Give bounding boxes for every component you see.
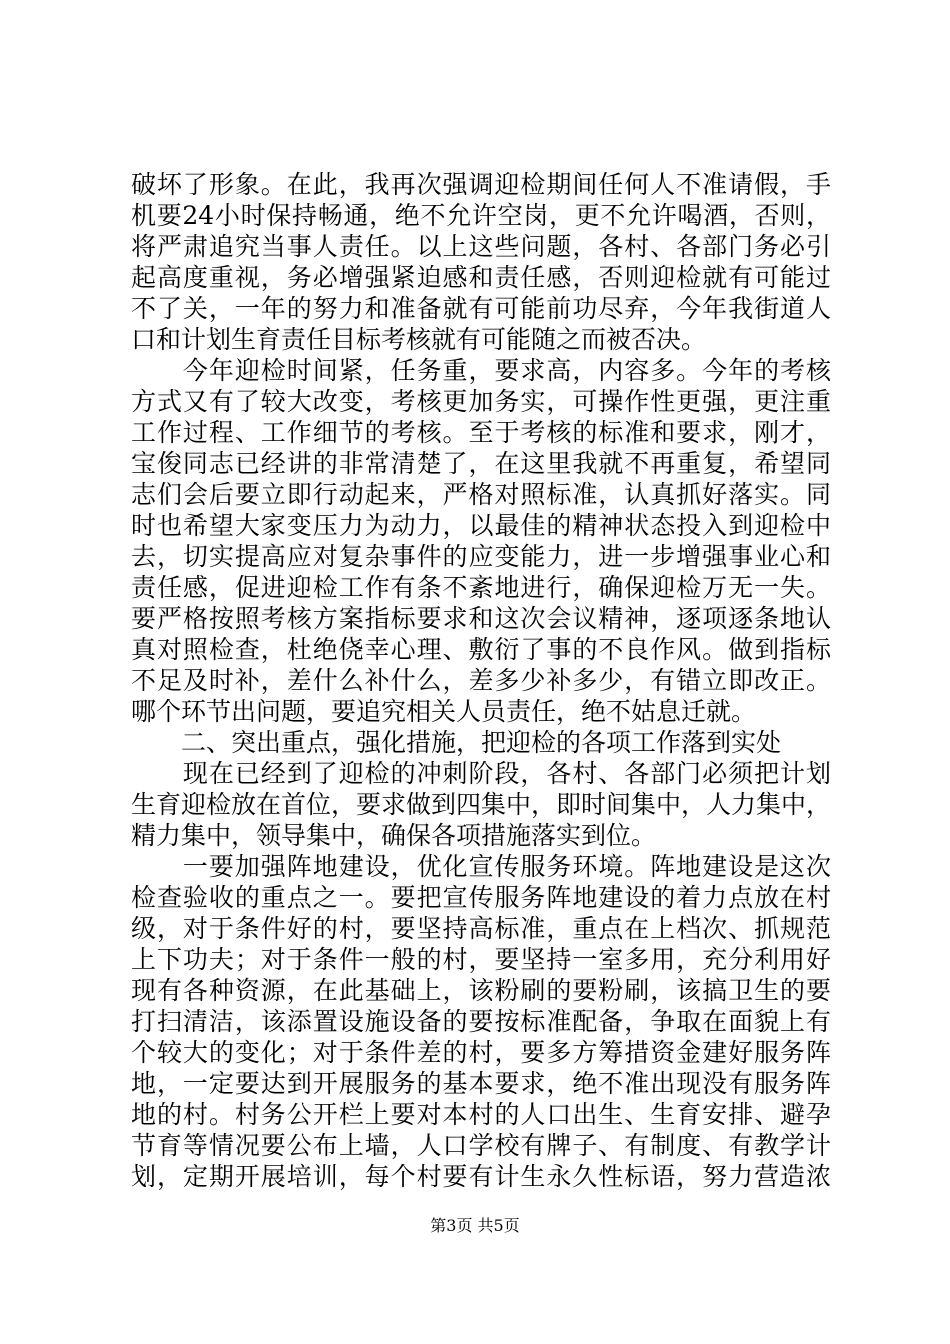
text-line: 今年迎检时间紧，任务重，要求高，内容多。今年的考核 (131, 356, 831, 385)
text-line: 口和计划生育责任目标考核就有可能随之而被否决。 (131, 325, 707, 354)
text-line: 现在已经到了迎检的冲刺阶段，各村、各部门必须把计划 (131, 759, 831, 788)
text-line: 起高度重视，务必增强紧迫感和责任感，否则迎检就有可能过 (131, 263, 831, 292)
text-line: 打扫清洁，该添置设施设备的要按标准配备，争取在面貌上有 (131, 1007, 831, 1036)
text-line: 地，一定要达到开展服务的基本要求，绝不准出现没有服务阵 (131, 1069, 831, 1098)
text-line: 破坏了形象。在此，我再次强调迎检期间任何人不准请假，手 (131, 170, 831, 199)
text-line: 工作过程、工作细节的考核。至于考核的标准和要求，刚才， (131, 418, 831, 447)
text-line: 划，定期开展培训，每个村要有计生永久性标语，努力营造浓 (131, 1162, 831, 1191)
text-line: 现有各种资源，在此基础上，该粉刷的要粉刷，该搞卫生的要 (131, 976, 831, 1005)
text-line: 检查验收的重点之一。要把宣传服务阵地建设的着力点放在村 (131, 883, 831, 912)
text-line: 责任感，促进迎检工作有条不紊地进行，确保迎检万无一失。 (131, 573, 831, 602)
text-line: 级，对于条件好的村，要坚持高标准，重点在上档次、抓规范 (131, 914, 831, 943)
text-line: 一要加强阵地建设，优化宣传服务环境。阵地建设是这次 (131, 852, 831, 881)
text-line: 不足及时补，差什么补什么，差多少补多少，有错立即改正。 (131, 666, 831, 695)
text-line: 哪个环节出问题，要追究相关人员责任，绝不姑息迁就。 (131, 697, 757, 726)
text-line: 志们会后要立即行动起来，严格对照标准，认真抓好落实。同 (131, 480, 831, 509)
text-line: 个较大的变化；对于条件差的村，要多方筹措资金建好服务阵 (131, 1038, 831, 1067)
document-body (131, 169, 831, 1192)
text-line: 去，切实提高应对复杂事件的应变能力，进一步增强事业心和 (131, 542, 831, 571)
text-line: 二、突出重点，强化措施，把迎检的各项工作落到实处 (131, 728, 782, 757)
text-line: 节育等情况要公布上墙，人口学校有牌子、有制度、有教学计 (131, 1131, 831, 1160)
text-line: 方式又有了较大改变，考核更加务实，可操作性更强，更注重 (131, 387, 831, 416)
text-line: 精力集中，领导集中，确保各项措施落实到位。 (131, 821, 657, 850)
text-line: 机要24小时保持畅通，绝不允许空岗，更不允许喝酒，否则， (131, 201, 831, 230)
text-line: 真对照检查，杜绝侥幸心理、敷衍了事的不良作风。做到指标 (131, 635, 831, 664)
text-line: 时也希望大家变压力为动力，以最佳的精神状态投入到迎检中 (131, 511, 831, 540)
text-line: 将严肃追究当事人责任。以上这些问题，各村、各部门务必引 (131, 232, 831, 261)
text-line: 宝俊同志已经讲的非常清楚了，在这里我就不再重复，希望同 (131, 449, 831, 478)
text-line: 地的村。村务公开栏上要对本村的人口出生、生育安排、避孕 (131, 1100, 831, 1129)
page-footer: 第3页 共5页 (430, 1216, 520, 1235)
text-line: 要严格按照考核方案指标要求和这次会议精神，逐项逐条地认 (131, 604, 831, 633)
text-line: 上下功夫；对于条件一般的村，要坚持一室多用，充分利用好 (131, 945, 831, 974)
text-line: 不了关，一年的努力和准备就有可能前功尽弃，今年我街道人 (131, 294, 831, 323)
text-line: 生育迎检放在首位，要求做到四集中，即时间集中，人力集中， (131, 790, 831, 819)
